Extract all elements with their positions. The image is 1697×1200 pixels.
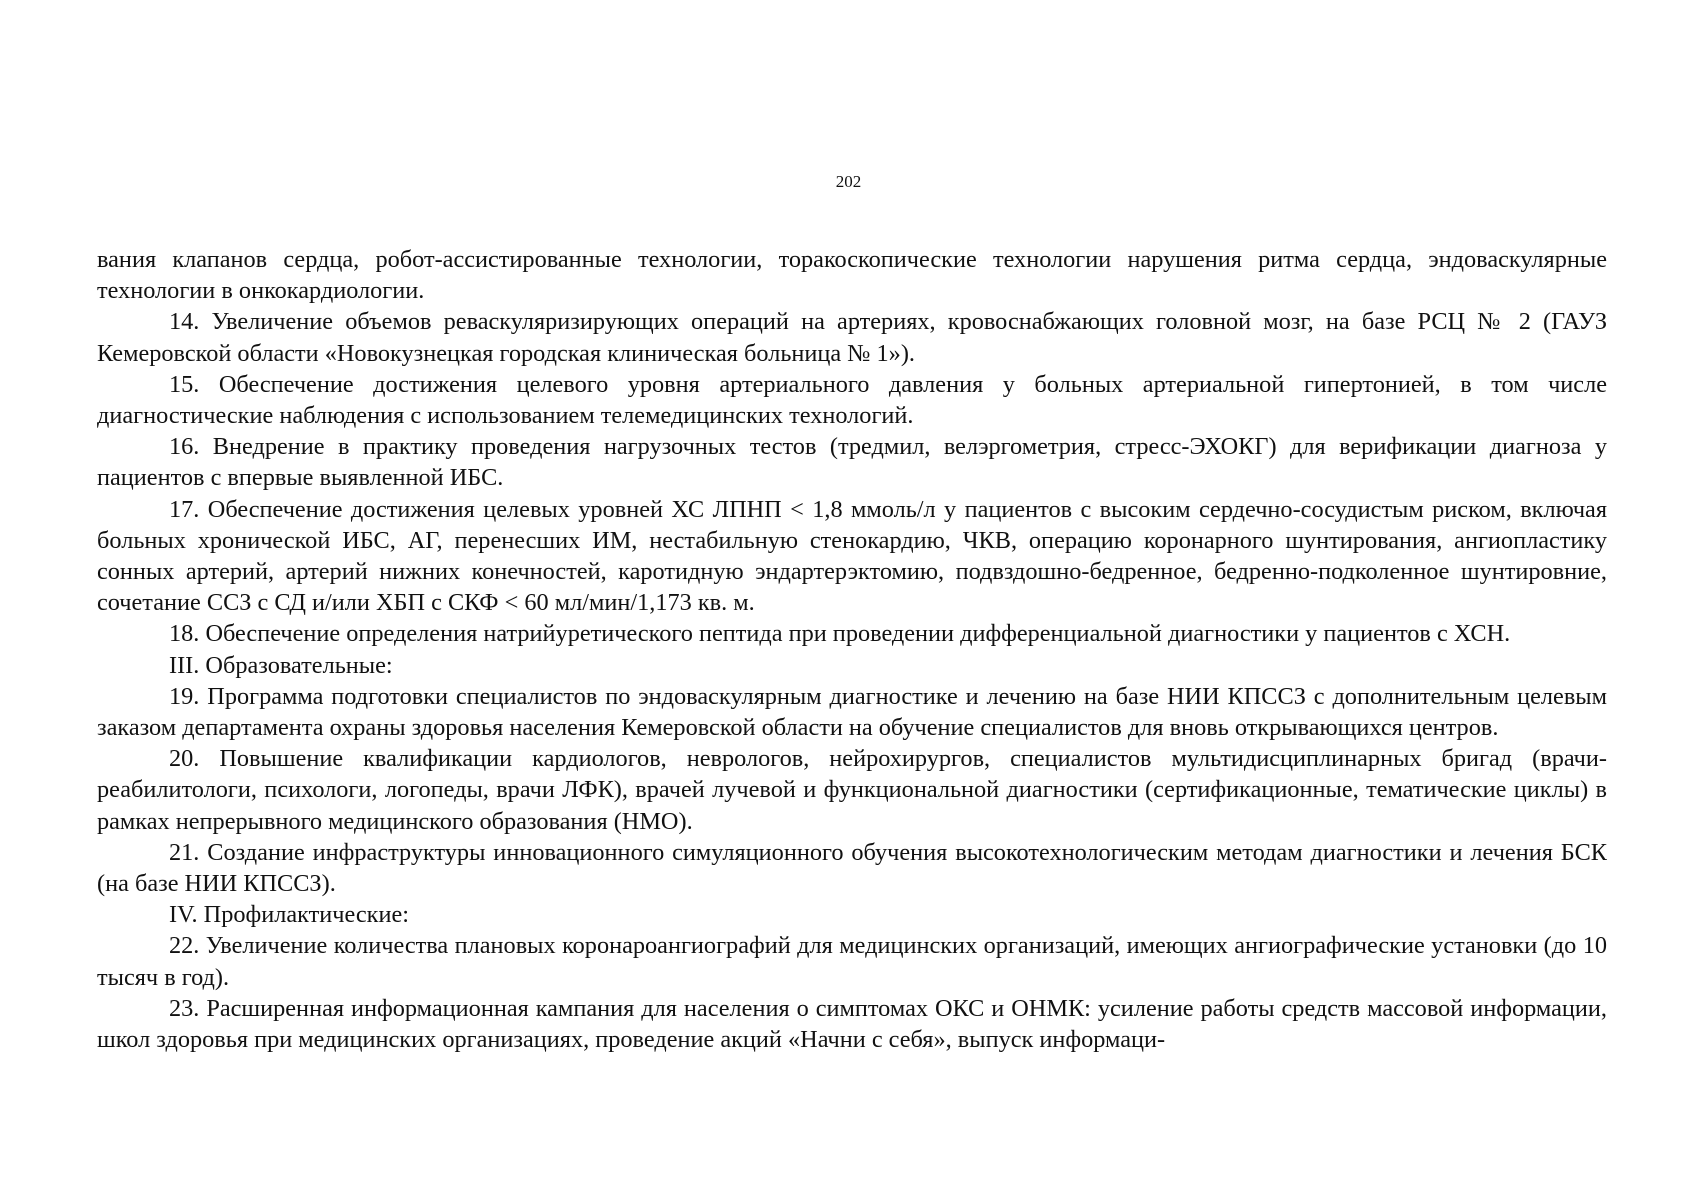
paragraph-item-14: 14. Увеличение объемов реваскуляризирующих операций на артериях, кровоснабжающих головной мозг, на базе РСЦ № 2 (ГАУЗ Кемеровской области «Новокузнецкая городская клиническая больница № 1»).: [97, 308, 1607, 367]
document-body: [97, 244, 1607, 1055]
paragraph-continuation: вания клапанов сердца, робот-ассистированные технологии, торакоскопические технологии нарушения ритма сердца, эндоваскулярные технологии в онкокардиологии.: [97, 246, 1607, 305]
section-heading-educational: III. Образовательные:: [169, 651, 393, 679]
paragraph-item-18: 18. Обеспечение определения натрийуретического пептида при проведении дифференциальной диагностики у пациентов с ХСН.: [169, 620, 1511, 648]
paragraph-item-19: 19. Программа подготовки специалистов по эндоваскулярным диагностике и лечению на базе НИИ КПССЗ с дополнительным целевым заказом департамента охраны здоровья населения Кемеровской области на обучение специалистов для вновь открывающихся центров.: [97, 682, 1607, 742]
page-number: 202: [835, 172, 862, 191]
paragraph-item-17: 17. Обеспечение достижения целевых уровней ХС ЛПНП < 1,8 ммоль/л у пациентов с высоким сердечно-сосудистым риском, включая больных хронической ИБС, АГ, перенесших ИМ, нестабильную стенокардию, ЧКВ, операцию коронарного шунтирования, ангиопластику сонных артерий, артерий нижних конечностей, каротидную эндартерэктомию, подвздошно-бедренное, бедренно-подколенное шунтировние, сочетание ССЗ с СД и/или ХБП с СКФ < 60 мл/мин/1,173 кв. м.: [97, 495, 1607, 617]
paragraph-item-21: 21. Создание инфраструктуры инновационного симуляционного обучения высокотехнологическим методам диагностики и лечения БСК (на базе НИИ КПССЗ).: [97, 838, 1607, 898]
paragraph-item-20: 20. Повышение квалификации кардиологов, неврологов, нейрохирургов, специалистов мультидисциплинарных бригад (врачи-реабилитологи, психологи, логопеды, врачи ЛФК), врачей лучевой и функциональной диагностики (сертификационные, тематические циклы) в рамках непрерывного медицинского образования (НМО).: [97, 745, 1607, 835]
paragraph-item-22: 22. Увеличение количества плановых коронароангиографий для медицинских организаций, имеющих ангиографические установки (до 10 тысяч в год).: [97, 932, 1607, 991]
section-heading-preventive: IV. Профилактические:: [169, 901, 409, 929]
paragraph-item-16: 16. Внедрение в практику проведения нагрузочных тестов (тредмил, велэргометрия, стресс-ЭХОКГ) для верификации диагноза у пациентов с впервые выявленной ИБС.: [97, 433, 1607, 492]
paragraph-item-23: 23. Расширенная информационная кампания для населения о симптомах ОКС и ОНМК: усиление работы средств массовой информации, школ здоровья при медицинских организациях, проведение акций «Начни с себя», выпуск информаци-: [97, 994, 1607, 1054]
paragraph-item-15: 15. Обеспечение достижения целевого уровня артериального давления у больных артериальной гипертонией, в том числе диагностические наблюдения с использованием телемедицинских технологий.: [97, 370, 1607, 430]
